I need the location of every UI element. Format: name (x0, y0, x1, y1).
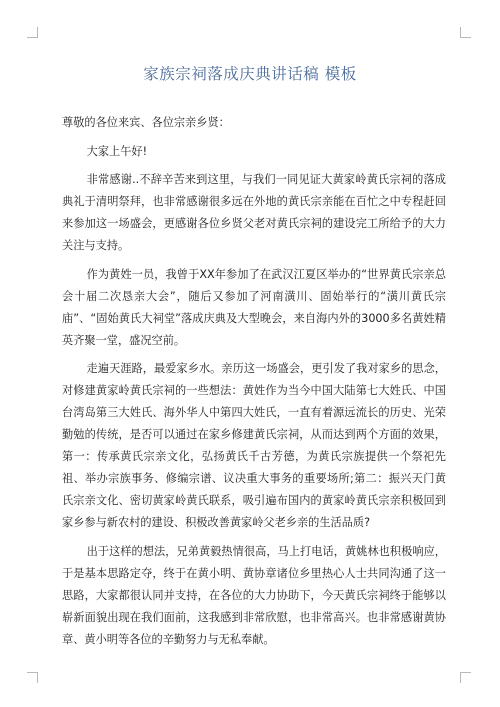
document-title: 家族宗祠落成庆典讲话稿 模板 (143, 65, 357, 83)
page-corner-mark-top-right (460, 27, 471, 38)
body-paragraph: 非常感谢..不辞辛苦来到这里，与我们一同见证大黄家岭黄氏宗祠的落成典礼于清明祭拜，也非常感谢很多远在外地的黄氏宗亲能在百忙之中专程赶回来参加这一场盛会，更感谢各位乡贤父老对黄氏宗祠的建设完工所给予的大力关注与支持。 (62, 173, 446, 252)
greeting: 大家上午好! (86, 144, 148, 158)
page-corner-mark-top-left (27, 27, 38, 38)
page-corner-mark-bottom-right (460, 672, 471, 683)
body-paragraph: 出于这样的想法，兄弟黄毅热情很高，马上打电话，黄姚林也积极响应，于是基本思路定夺，终于在黄小明、黄协章诸位乡里热心人士共同沟通了这一思路，大家都很认同并支持，在各位的大力协助下，今天黄氏宗祠终于能够以崭新面貌出现在我们面前，这我感到非常欣慰，也非常高兴。也非常感谢黄协章、黄小明等各位的辛勤努力与无私奉献。 (62, 544, 446, 646)
salutation: 尊敬的各位来宾、各位宗亲乡贤： (62, 116, 230, 129)
body-paragraph: 作为黄姓一员，我曾于XX年参加了在武汉江夏区举办的“世界黄氏宗亲总会十届二次恳亲大会”，随后又参加了河南潢川、固始举行的“潢川黄氏宗庙”、“固始黄氏大祠堂”落成庆典及大型晚会，来自海内外的3000多名黄姓精英齐聚一堂，盛况空前。 (62, 267, 446, 347)
body-paragraph: 走遍天涯路，最爱家乡水。亲历这一场盛会，更引发了我对家乡的思念，对修建黄家岭黄氏宗祠的一些想法：黄姓作为当今中国大陆第七大姓氏、中国台湾岛第三大姓氏、海外华人中第四大姓氏，一直有着源远流长的历史、光荣勤勉的传统，是否可以通过在家乡修建黄氏宗祠，从而达到两个方面的效果，第一：传承黄氏宗亲文化，弘扬黄氏千古芳德，为黄氏宗族提供一个祭祀先祖、举办宗族事务、修编宗谱、议决重大事务的重要场所;第二：振兴天门黄氏宗亲文化、密切黄家岭黄氏联系，吸引遍布国内的黄家岭黄氏宗亲积极回到家乡参与新农村的建设、积极改善黄家岭父老乡亲的生活品质? (62, 362, 446, 529)
document-body (62, 112, 446, 657)
page-corner-mark-bottom-left (27, 672, 38, 683)
